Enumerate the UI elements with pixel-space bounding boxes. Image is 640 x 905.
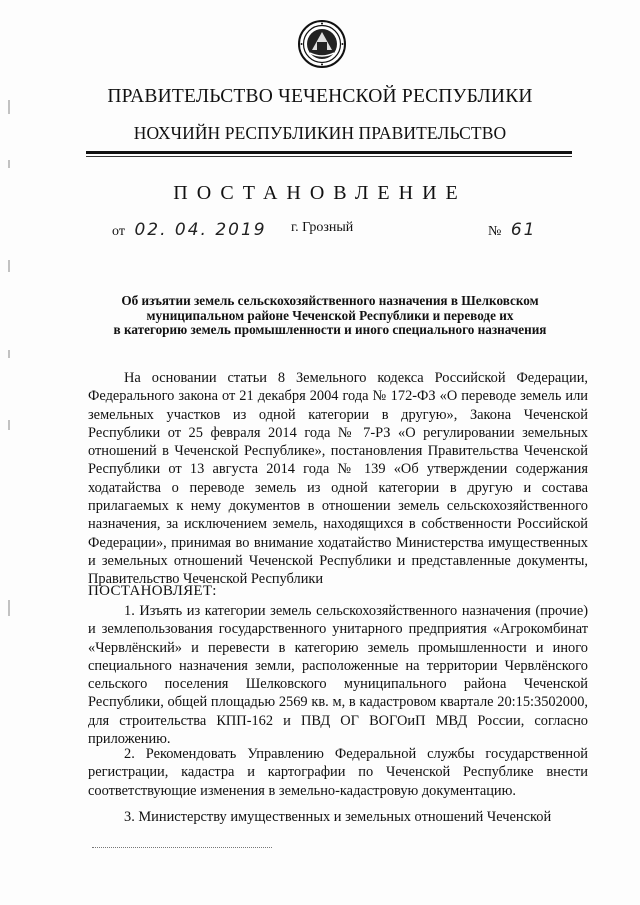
document-type: ПОСТАНОВЛЕНИЕ <box>173 182 467 204</box>
date-prefix: от <box>112 224 125 239</box>
item-2-paragraph: 2. Рекомендовать Управлению Федеральной службы государственной регистрации, кадастра и картографии по Чеченской Республике внести соответствующие изменения в земельно-кадастровую документацию. <box>88 746 588 799</box>
item-3-paragraph: 3. Министерству имущественных и земельных отношений Чеченской <box>124 809 552 825</box>
subject-line: в категорию земель промышленности и иного специального назначения <box>113 322 547 337</box>
document-city: г. Грозный <box>291 220 354 235</box>
chechen-republic-emblem-icon <box>298 20 346 68</box>
header-divider <box>86 151 572 154</box>
footer-scan-code <box>92 847 272 851</box>
number-line <box>488 220 537 240</box>
scan-margin-marks <box>6 100 12 800</box>
date-line <box>112 220 267 240</box>
header-divider-thin <box>86 156 572 157</box>
preamble-paragraph: На основании статьи 8 Земельного кодекса Российской Федерации, Федерального закона от 21 декабря 2004 года № 172-ФЗ «О переводе земель или земельных участков из одной категории в другую», Закона Чеченской Республики от 25 февраля 2014 года № 7-РЗ «О регулировании земельных отношений в Чеченской Республике», постановления Правительства Чеченской Республики от 13 августа 2014 года № 139 «Об утверждении содержания ходатайства о переводе земель из одной категории в другую и состава прилагаемых к нему документов в отношении земель сельскохозяйственного назначения, за исключением земель, находящихся в собственности Российской Федерации», принимая во внимание ходатайство Министерства имущественных и земельных отношений Чеченской Республики и представленные документы, Правительство Чеченской Республики <box>88 370 588 588</box>
subject-line: муниципальном районе Чеченской Республики и переводе их <box>146 307 514 323</box>
item-1-paragraph: 1. Изъять из категории земель сельскохозяйственного назначения (прочие) и землепользования государственного унитарного предприятия «Агрокомбинат «Червлёнский» и перевести в категорию земель промышленности и иного специального назначения земли, расположенные на территории Червлёнского сельского поселения Шелковского муниципального района Чеченской Республики, общей площадью 2569 кв. м, в кадастровом квартале 20:15:3502000, для строительства КПП-162 и ПВД ОГ ВОГОиП МВД России, согласно приложению. <box>88 603 588 748</box>
resolves-heading: ПОСТАНОВЛЯЕТ: <box>88 583 217 599</box>
document-subject <box>80 294 580 338</box>
government-title-ru: ПРАВИТЕЛЬСТВО ЧЕЧЕНСКОЙ РЕСПУБЛИКИ <box>107 86 533 107</box>
government-title-ce: НОХЧИЙН РЕСПУБЛИКИН ПРАВИТЕЛЬСТВО <box>133 123 507 143</box>
subject-line: Об изъятии земель сельскохозяйственного назначения в Шелковском <box>121 293 539 308</box>
document-number: 61 <box>510 220 537 240</box>
number-prefix: № <box>488 224 502 239</box>
document-date: 02. 04. 2019 <box>134 220 267 240</box>
